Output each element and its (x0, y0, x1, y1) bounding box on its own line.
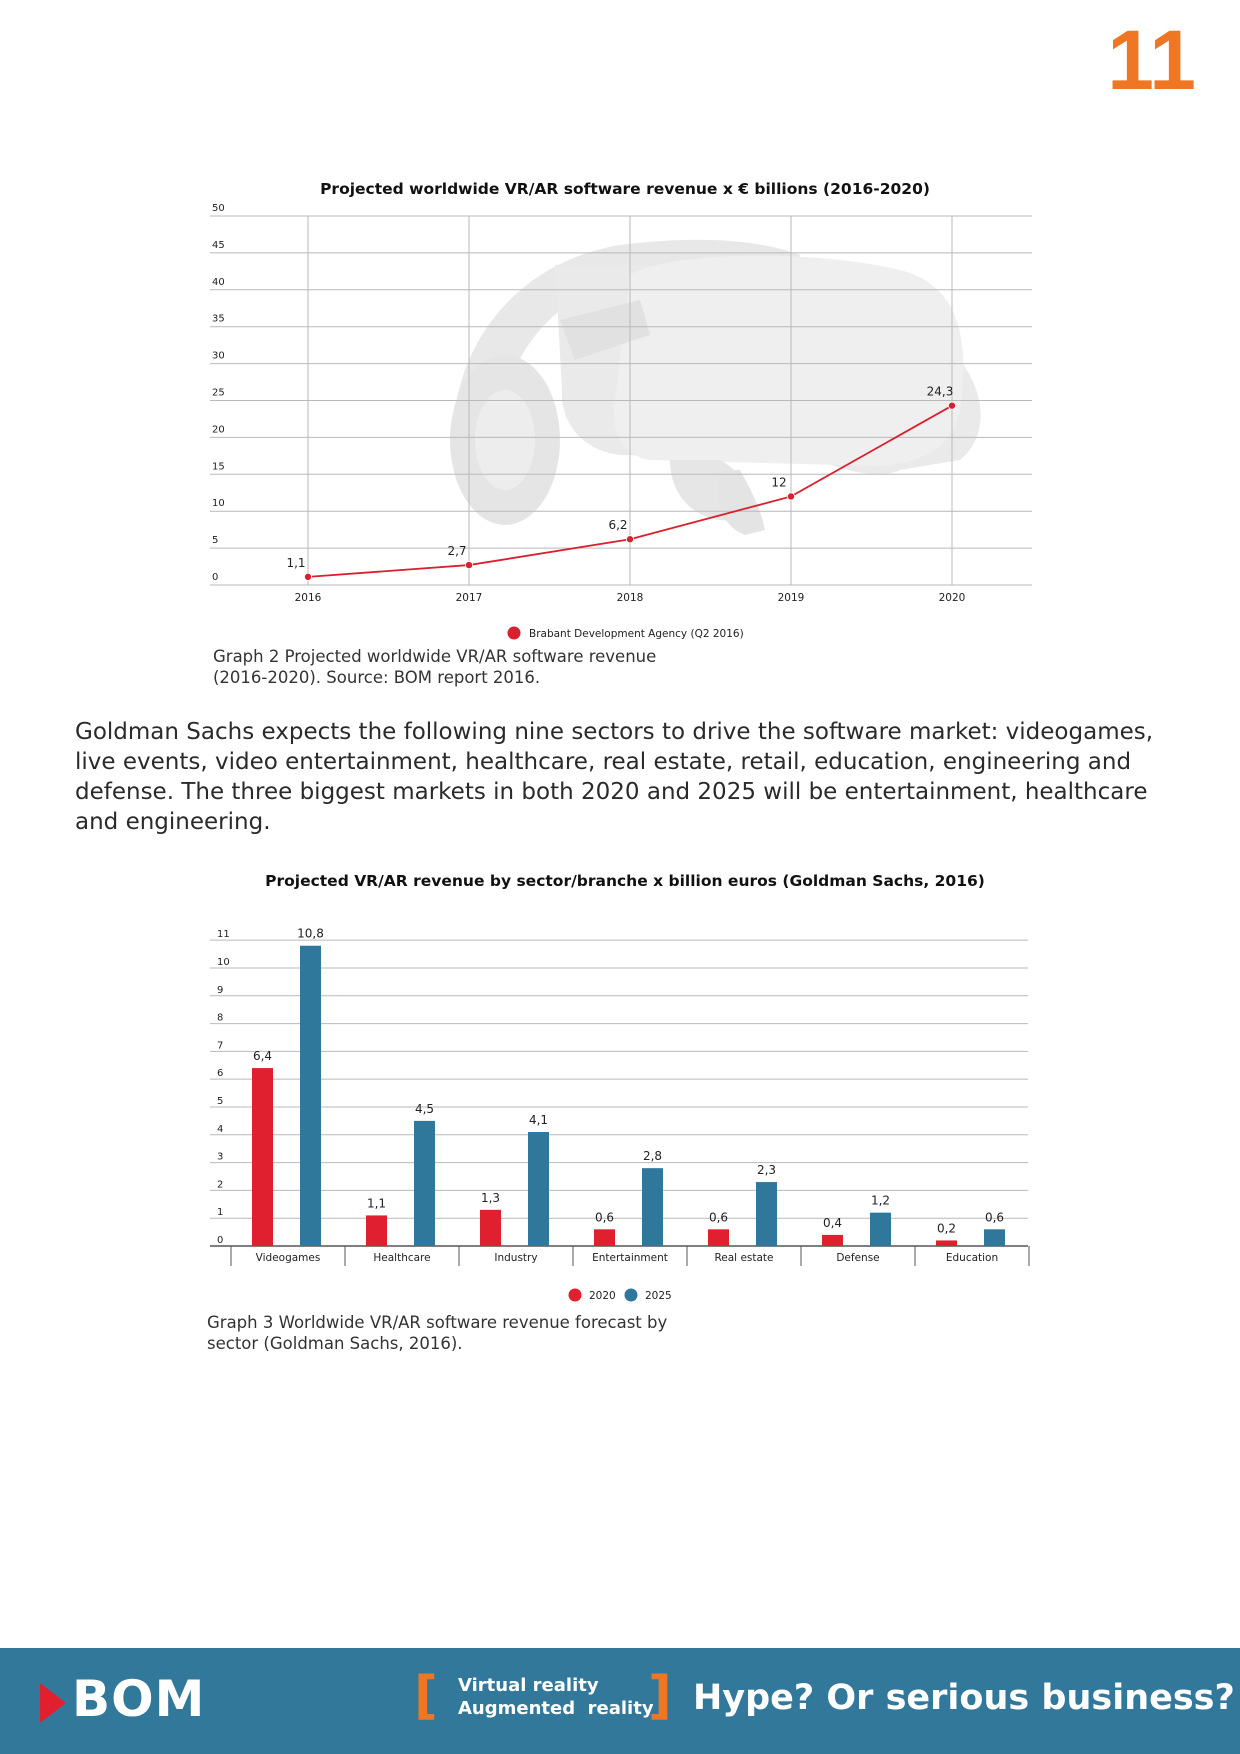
y-tick-label: 30 (212, 350, 225, 362)
bom-logo (38, 1670, 238, 1728)
bar-2025 (984, 1229, 1005, 1246)
line-data-label: 2,7 (447, 544, 467, 559)
y-tick-label: 0 (212, 572, 219, 583)
play-triangle-icon (38, 1681, 68, 1725)
line-data-label: 1,1 (286, 555, 306, 570)
line-chart-caption (213, 646, 656, 688)
body-paragraph: Goldman Sachs expects the following nine sectors to drive the software market: videogames, live events, video entertainment, healthcare, real estate, retail, education, engineering and defense. The three biggest markets in both 2020 and 2025 will be entertainment, healthcare and engineering. (75, 719, 1154, 835)
y-tick-label: 5 (217, 1095, 224, 1107)
bar-data-label: 0,2 (936, 1221, 957, 1236)
bar-chart-caption (207, 1312, 667, 1354)
bar-2020 (936, 1240, 957, 1246)
bom-logo-text: BOM (72, 1670, 206, 1728)
bar-data-label: 0,6 (594, 1210, 615, 1225)
bar-data-label: 0,6 (984, 1210, 1005, 1225)
bar-2020 (480, 1210, 501, 1246)
y-tick-label: 25 (212, 387, 225, 399)
y-tick-label: 5 (212, 535, 219, 547)
bar-2020 (822, 1235, 843, 1246)
y-tick-label: 15 (212, 461, 225, 473)
footer-banner (0, 1648, 1240, 1754)
line-point (304, 573, 311, 580)
line-chart (200, 170, 1050, 650)
y-tick-label: 20 (212, 424, 225, 436)
bar-data-label: 0,6 (708, 1210, 729, 1225)
bar-chart-caption-line1: Graph 3 Worldwide VR/AR software revenue forecast by (207, 1313, 668, 1332)
x-tick-label: Industry (494, 1252, 538, 1264)
line-chart-caption-line1: Graph 2 Projected worldwide VR/AR software revenue (213, 647, 657, 666)
bar-data-label: 2,3 (756, 1163, 777, 1178)
y-tick-label: 50 (212, 203, 225, 214)
y-tick-label: 10 (212, 498, 225, 510)
footer-tagline (458, 1674, 654, 1720)
x-tick-label: 2017 (455, 592, 483, 604)
bracket-right: ] (648, 1666, 672, 1726)
y-tick-label: 10 (217, 956, 230, 968)
bar-2025 (642, 1168, 663, 1246)
bar-chart (200, 862, 1050, 1312)
bar-2025 (528, 1132, 549, 1246)
bar-data-label: 1,2 (870, 1193, 891, 1208)
bar-2025 (756, 1182, 777, 1246)
tagline-vr: Virtual reality (458, 1675, 599, 1696)
bar-2020 (594, 1229, 615, 1246)
x-tick-label: 2020 (938, 592, 966, 604)
x-tick-label: Videogames (255, 1252, 321, 1264)
bar-2025 (414, 1121, 435, 1246)
y-tick-label: 0 (217, 1235, 224, 1246)
line-chart-title: Projected worldwide VR/AR software revenue x € billions (2016-2020) (320, 180, 930, 198)
tagline-ar: Augmented reality (458, 1698, 654, 1719)
page-number: 11 (1107, 13, 1196, 107)
legend-label-2025: 2025 (645, 1290, 672, 1302)
line-point (465, 561, 472, 568)
x-tick-label: 2018 (616, 592, 644, 604)
y-tick-label: 2 (217, 1179, 224, 1191)
x-tick-label: Healthcare (373, 1252, 431, 1264)
bar-data-label: 10,8 (297, 926, 324, 941)
bracket-left: [ (414, 1666, 438, 1726)
legend-marker-line-series (508, 627, 521, 640)
line-point (626, 536, 633, 543)
bar-chart-caption-line2: sector (Goldman Sachs, 2016). (207, 1334, 463, 1353)
x-tick-label: Defense (836, 1252, 880, 1264)
x-tick-label: 2016 (294, 592, 322, 604)
y-tick-label: 7 (217, 1040, 224, 1052)
x-tick-label: Education (945, 1252, 999, 1264)
y-tick-label: 8 (217, 1012, 224, 1024)
y-tick-label: 6 (217, 1068, 224, 1080)
vr-headset-illustration (450, 240, 981, 535)
line-point (948, 402, 955, 409)
bar-2020 (366, 1215, 387, 1246)
legend-marker-2020 (569, 1289, 582, 1302)
y-tick-label: 9 (217, 984, 224, 996)
bar-data-label: 4,1 (528, 1113, 549, 1128)
line-point (787, 493, 794, 500)
bar-2025 (870, 1213, 891, 1246)
line-chart-caption-line2: (2016-2020). Source: BOM report 2016. (213, 668, 541, 687)
legend-label-line-series: Brabant Development Agency (Q2 2016) (529, 628, 744, 640)
y-tick-label: 40 (212, 276, 225, 288)
line-chart-legend (508, 627, 744, 641)
bar-2025 (300, 946, 321, 1246)
bar-data-label: 6,4 (252, 1049, 273, 1064)
bar-2020 (252, 1068, 273, 1246)
line-data-label: 12 (771, 475, 787, 490)
y-tick-label: 35 (212, 313, 225, 325)
y-tick-label: 4 (217, 1123, 224, 1135)
y-tick-label: 3 (217, 1151, 224, 1163)
x-tick-label: Entertainment (592, 1252, 668, 1264)
x-tick-label: Real estate (714, 1252, 774, 1264)
bar-data-label: 2,8 (642, 1149, 663, 1164)
line-data-label: 6,2 (608, 518, 628, 533)
bar-chart-title: Projected VR/AR revenue by sector/branche x billion euros (Goldman Sachs, 2016) (265, 872, 985, 890)
bar-data-label: 1,1 (366, 1196, 387, 1211)
bar-data-label: 0,4 (822, 1215, 843, 1230)
bar-chart-legend (569, 1289, 672, 1303)
bar-data-label: 4,5 (414, 1101, 435, 1116)
y-tick-label: 1 (217, 1207, 224, 1219)
x-tick-label: 2019 (777, 592, 805, 604)
line-data-label: 24,3 (926, 384, 954, 399)
footer-headline: Hype? Or serious business? (693, 1678, 1235, 1718)
y-tick-label: 11 (217, 929, 230, 941)
bar-2020 (708, 1229, 729, 1246)
legend-label-2020: 2020 (589, 1290, 616, 1302)
y-tick-label: 45 (212, 239, 225, 251)
legend-marker-2025 (625, 1289, 638, 1302)
bar-data-label: 1,3 (480, 1190, 501, 1205)
